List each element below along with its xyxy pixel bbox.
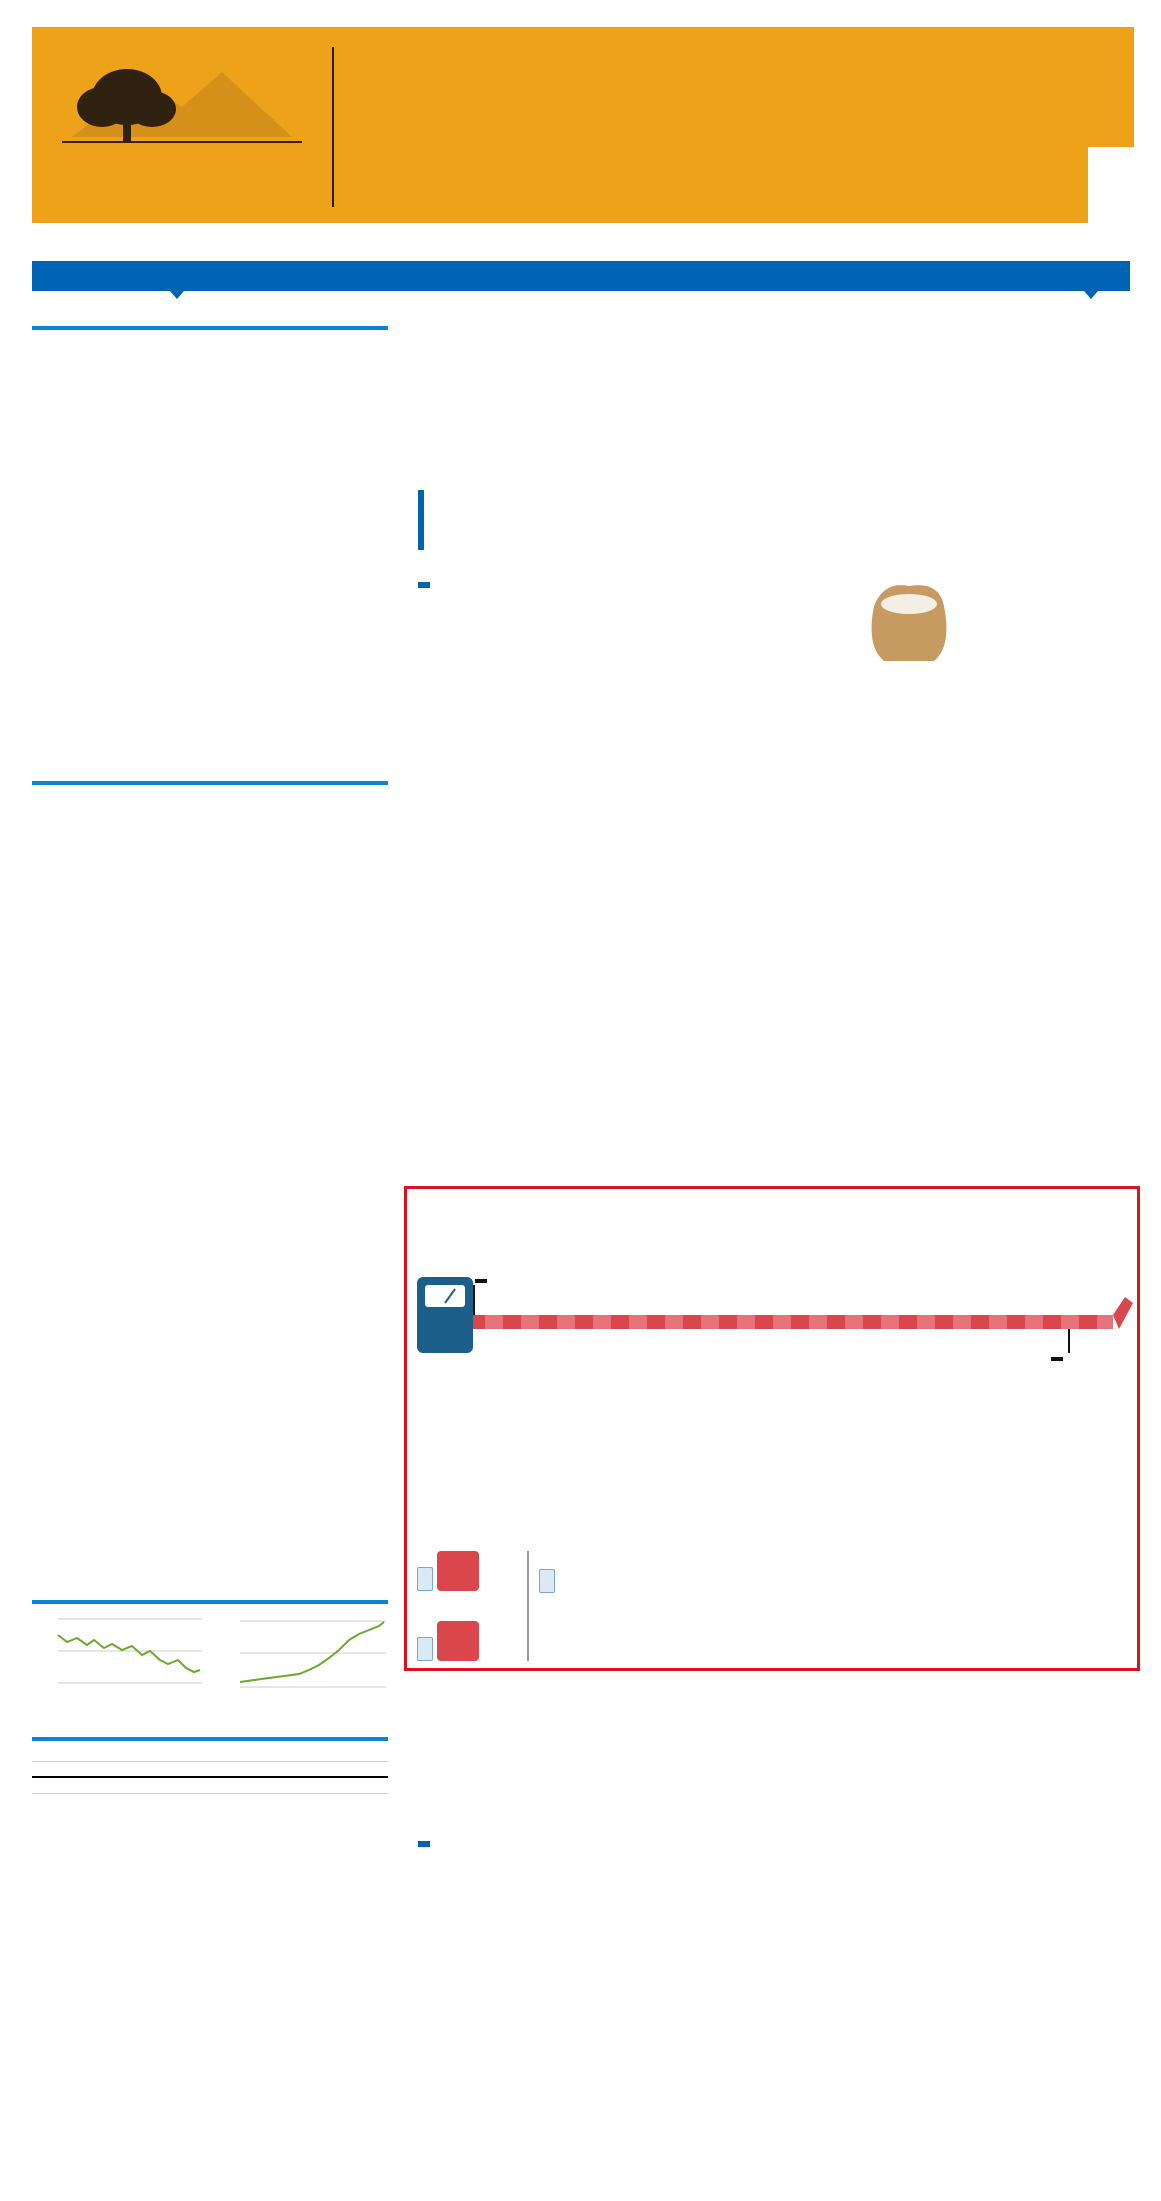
bank-table <box>214 368 386 385</box>
sugar-infographic <box>604 576 952 956</box>
corp-table <box>214 391 386 408</box>
gas-hose-scale <box>413 1267 1133 1417</box>
colombia-cell <box>417 1551 479 1596</box>
cdt-right <box>214 364 386 414</box>
section-bar <box>32 261 1130 291</box>
gas-min-value <box>475 1279 487 1283</box>
stat-callout <box>788 1998 952 2006</box>
story1-label <box>418 582 430 588</box>
ad-banner[interactable] <box>32 27 1134 223</box>
section-pointer <box>170 291 184 299</box>
cia-table <box>32 368 202 385</box>
section-pointer <box>1084 291 1098 299</box>
colcap-line <box>32 1610 202 1695</box>
divider <box>527 1551 529 1661</box>
water-bottle-icon <box>417 1637 433 1661</box>
water-bottle-icon <box>417 1567 433 1591</box>
ad-sponsor-logo <box>1088 147 1134 223</box>
gas-infographic <box>404 1186 1140 1671</box>
panama-cell <box>417 1621 479 1666</box>
mountain-tree-logo-icon <box>32 27 332 157</box>
coop-table <box>32 397 202 414</box>
gas-can-icon <box>437 1551 479 1591</box>
funds-box <box>32 1737 388 2177</box>
colcap-chart <box>32 1610 202 1696</box>
gas-max-value <box>1051 1357 1063 1361</box>
cdt-box <box>32 326 388 781</box>
mini-charts <box>32 1600 388 1735</box>
funds-table <box>32 1745 388 1794</box>
dolar-chart <box>214 1610 386 1697</box>
story1-col1 <box>418 576 591 592</box>
ad-divider <box>332 47 334 207</box>
cdt-left <box>32 364 202 414</box>
water-bottle-icon <box>539 1569 555 1593</box>
ad-logo-panel <box>32 27 332 223</box>
fx-box <box>32 781 388 1156</box>
sugar-sack-icon <box>864 576 952 666</box>
story2-label <box>418 1841 430 1847</box>
gas-can-icon <box>437 1621 479 1661</box>
exchange-rate-line-chart <box>604 719 952 819</box>
dek-marker <box>418 490 424 550</box>
stocks-box <box>32 1156 388 1596</box>
story2-col1 <box>418 1835 591 1851</box>
dolar-line <box>214 1610 386 1698</box>
